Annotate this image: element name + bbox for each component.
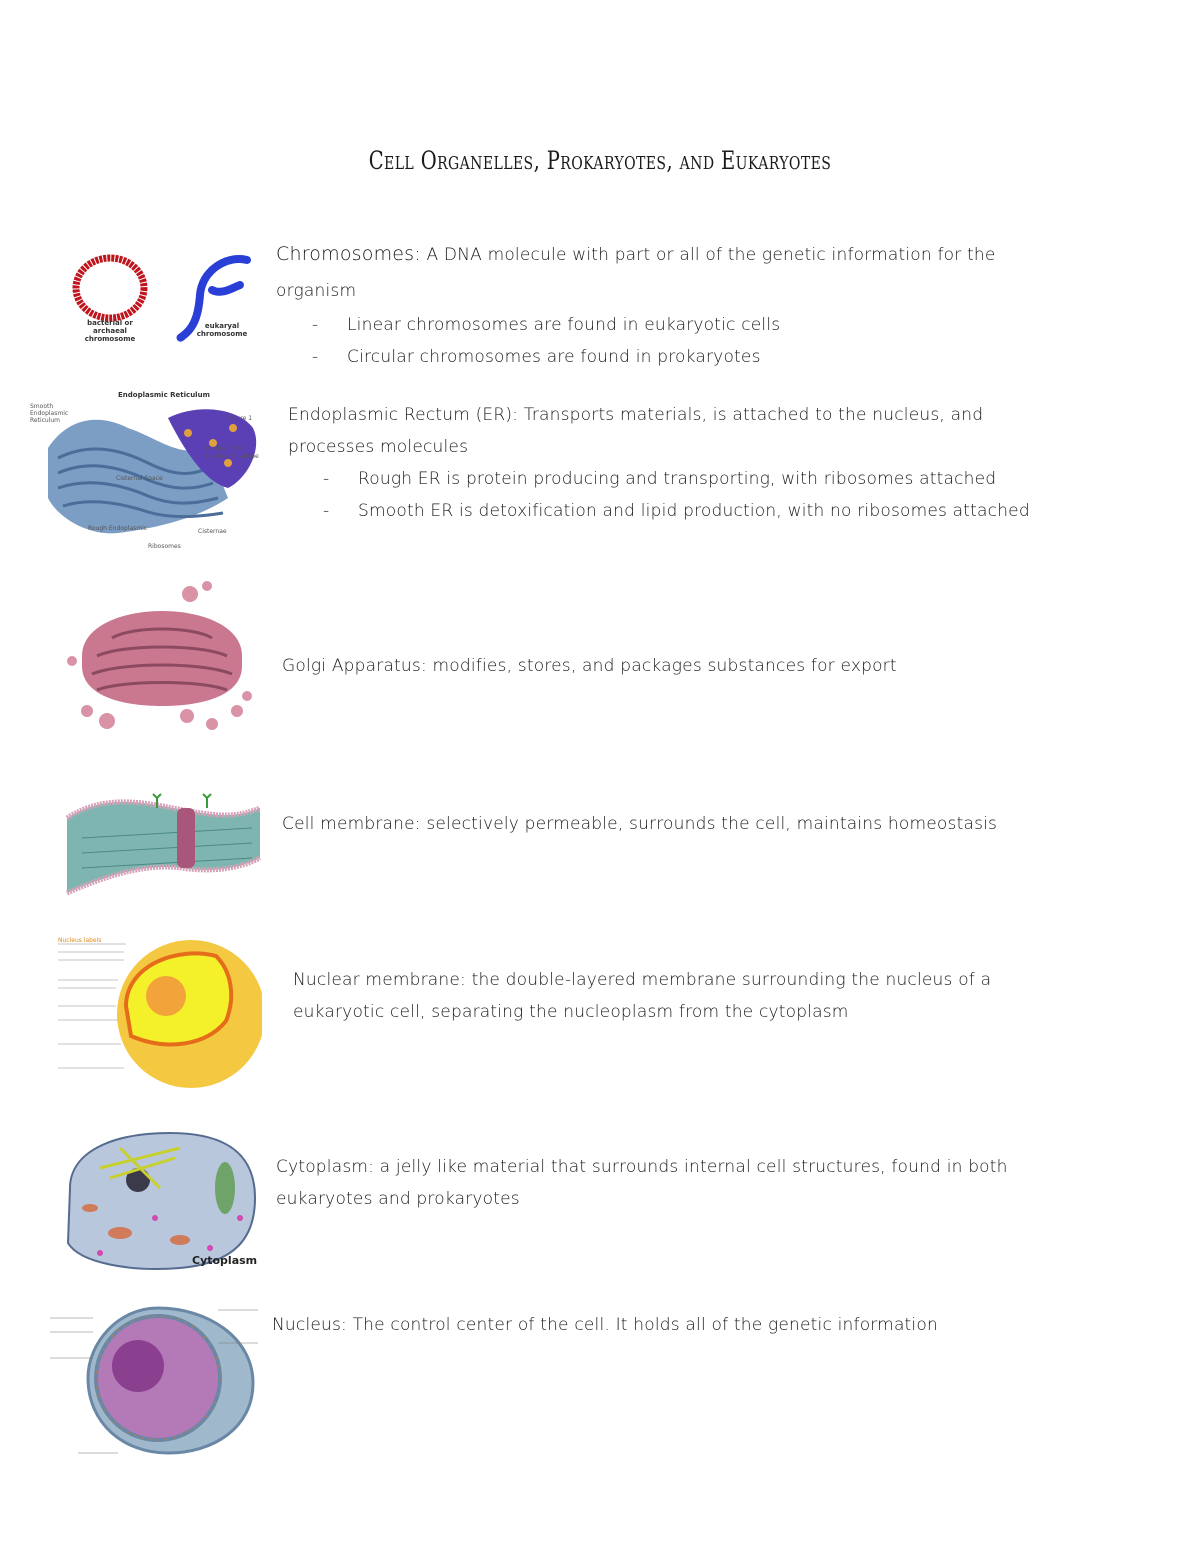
svg-text:chromosome: chromosome bbox=[196, 330, 248, 338]
svg-text:eukaryal: eukaryal bbox=[204, 322, 240, 330]
golgi-figure bbox=[62, 566, 266, 762]
cytoplasm-figure bbox=[60, 1128, 258, 1274]
membrane-text bbox=[282, 808, 1082, 840]
svg-text:Reticulum: Reticulum bbox=[30, 417, 61, 424]
chromosomes-bullets bbox=[312, 309, 1056, 373]
svg-text:Ribosomes: Ribosomes bbox=[148, 543, 181, 550]
list-item: - Circular chromosomes are found in prokaryotes bbox=[312, 341, 1056, 373]
svg-text:Rough Endoplasmic: Rough Endoplasmic bbox=[88, 525, 148, 532]
golgi-definition: Golgi Apparatus: modifies, stores, and packages substances for export bbox=[282, 656, 897, 676]
golgi-text bbox=[282, 650, 1082, 682]
chromosome-figure bbox=[62, 250, 262, 350]
membrane-figure bbox=[62, 778, 262, 900]
nucleus-figure bbox=[48, 1298, 260, 1460]
membrane-definition: Cell membrane: selectively permeable, surrounds the cell, maintains homeostasis bbox=[282, 814, 998, 834]
nucleus-text bbox=[272, 1309, 1072, 1341]
list-item: - Rough ER is protein producing and transporting, with ribosomes attached bbox=[323, 463, 1068, 495]
nuclear-membrane-definition: Nuclear membrane: the double-layered membrane surrounding the nucleus of a eukaryotic cell, separating the nucleoplasm from the cytoplasm bbox=[293, 970, 992, 1022]
er-text bbox=[288, 399, 1068, 527]
svg-text:Smooth: Smooth bbox=[30, 403, 54, 410]
svg-text:Nucleus labels: Nucleus labels bbox=[58, 937, 102, 944]
svg-text:chromosome: chromosome bbox=[84, 335, 136, 343]
page-title: Cell Organelles, Prokaryotes, and Eukaryotes bbox=[368, 146, 832, 175]
nucleus-definition: Nucleus: The control center of the cell. It holds all of the genetic information bbox=[272, 1315, 938, 1335]
cytoplasm-definition: Cytoplasm: a jelly like material that surrounds internal cell structures, found in both eukaryotes and prokaryotes bbox=[276, 1157, 1008, 1209]
svg-text:Endoplasmic Reticulum: Endoplasmic Reticulum bbox=[118, 391, 210, 399]
nuclear-membrane-figure bbox=[56, 936, 262, 1092]
list-item: - Linear chromosomes are found in eukaryotic cells bbox=[312, 309, 1056, 341]
er-definition: Endoplasmic Rectum (ER): Transports materials, is attached to the nucleus, and processes molecules bbox=[288, 405, 984, 457]
svg-text:bacterial or: bacterial or bbox=[87, 319, 133, 327]
cytoplasm-text bbox=[276, 1151, 1056, 1215]
svg-text:Nuclear Envelope: Nuclear Envelope bbox=[206, 453, 259, 460]
cytoplasm-figure-label: Cytoplasm bbox=[192, 1254, 258, 1267]
er-figure bbox=[28, 388, 270, 552]
svg-text:Nuclear Pore: Nuclear Pore bbox=[206, 445, 245, 452]
svg-text:Endoplasmic: Endoplasmic bbox=[30, 410, 69, 417]
svg-text:archaeal: archaeal bbox=[93, 327, 127, 335]
chromosomes-term: Chromosomes: bbox=[276, 243, 421, 265]
nuclear-membrane-text bbox=[293, 964, 1033, 1028]
svg-text:Figure 1: Figure 1 bbox=[228, 415, 253, 422]
chromosomes-definition: A DNA molecule with part or all of the genetic information for the organism bbox=[276, 245, 996, 301]
svg-text:Cisternal Space: Cisternal Space bbox=[116, 475, 163, 482]
svg-text:Cisternae: Cisternae bbox=[198, 528, 227, 535]
er-bullets bbox=[323, 463, 1068, 527]
list-item: - Smooth ER is detoxification and lipid production, with no ribosomes attached bbox=[323, 495, 1068, 527]
chromosomes-text bbox=[276, 236, 1056, 373]
